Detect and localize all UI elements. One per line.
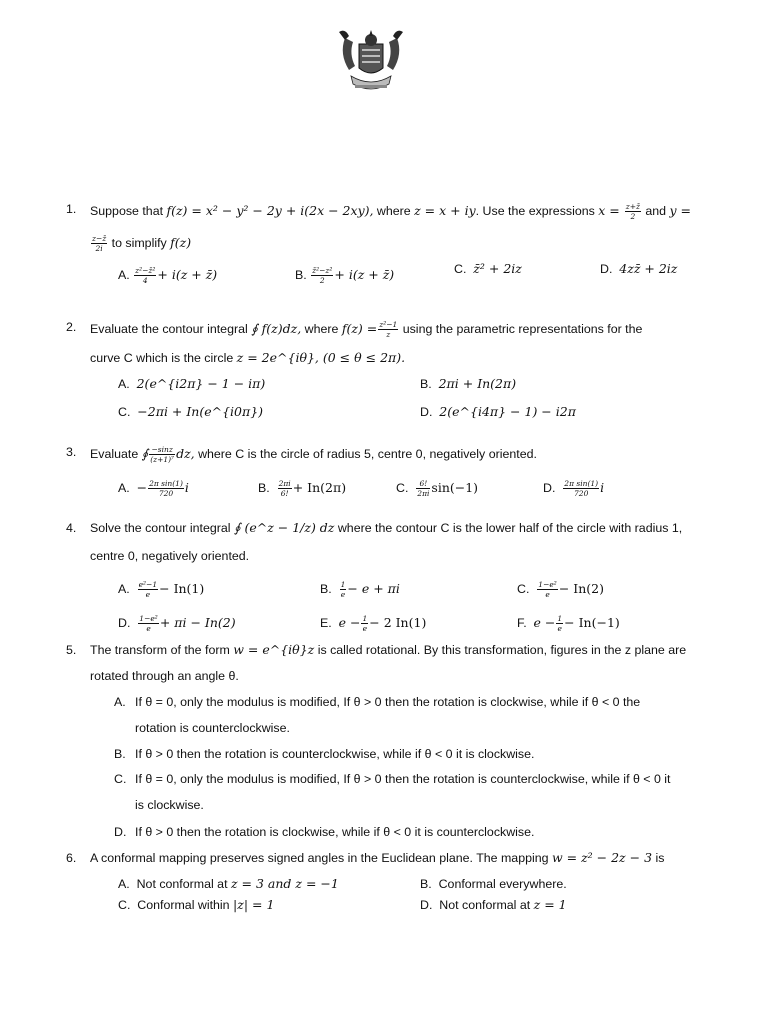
question-4-option-d[interactable]: D. $\frac{\text{1−e²}}{e}$ + πi − In(2) xyxy=(118,614,236,633)
question-2-option-a[interactable]: A. 2(e^{i2π} − 1 − iπ) xyxy=(118,376,266,391)
question-6-option-c[interactable]: C. Conformal within |z| = 1 xyxy=(118,897,275,912)
option-label[interactable]: D. xyxy=(114,825,127,839)
question-4-option-e[interactable]: E. e − $\frac{1}{e}$ − 2 In(1) xyxy=(320,614,427,633)
question-6-option-b[interactable]: B. Conformal everywhere. xyxy=(420,877,567,891)
question-3-option-c[interactable]: C. $\frac{6!}{2\pi i}$ sin(−1) xyxy=(396,479,479,498)
question-number: 5. xyxy=(66,643,77,657)
question-1-option-a[interactable]: A. $\frac{\text{z²−z̄²}}{4}$ + i(z + z̄) xyxy=(118,266,218,285)
option-label[interactable]: A. xyxy=(114,695,126,709)
question-5-option-a-cont[interactable]: rotation is counterclockwise. xyxy=(135,721,290,735)
option-label[interactable]: C. xyxy=(114,772,127,786)
question-1-line-1: Suppose that f(z) = x² − y² − 2y + i(2x − 2xy), where z = x + iy. Use the expressions x = $\frac{z+z̄}{2}$ and y = xyxy=(90,202,692,221)
question-4-option-f[interactable]: F. e − $\frac{1}{e}$ − In(−1) xyxy=(517,614,620,633)
question-number: 4. xyxy=(66,521,77,535)
question-3-line-1: Evaluate ∮ $\frac{-\sin z}{\text{(z+1)⁷}}$ dz, where C is the circle of radius 5, centre 0, negatively oriented. xyxy=(90,445,537,464)
question-6-option-d[interactable]: D. Not conformal at z = 1 xyxy=(420,897,567,912)
question-3-option-b[interactable]: B. $\frac{2\pi i}{6!}$ + In(2π) xyxy=(258,479,347,498)
question-3-option-a[interactable]: A. − $\frac{\text{2π sin(1)}}{720}$ i xyxy=(118,479,189,498)
question-number: 2. xyxy=(66,320,77,334)
question-4-option-b[interactable]: B. $\frac{1}{e}$ − e + πi xyxy=(320,580,400,599)
question-2-line-2: curve C which is the circle z = 2e^{iθ}, (0 ≤ θ ≤ 2π). xyxy=(90,350,406,365)
question-5-option-a[interactable]: If θ = 0, only the modulus is modified, If θ > 0 then the rotation is clockwise, while if θ < 0 the xyxy=(135,695,641,709)
question-5-option-c-cont[interactable]: is clockwise. xyxy=(135,798,204,812)
question-5-option-b[interactable]: If θ > 0 then the rotation is counterclockwise, while if θ < 0 it is clockwise. xyxy=(135,747,535,761)
question-4-line-1: Solve the contour integral ∮ (e^z − 1/z) dz where the contour C is the lower half of the circle with radius 1, xyxy=(90,520,683,535)
question-number: 6. xyxy=(66,851,77,865)
question-5-option-d[interactable]: If θ > 0 then the rotation is clockwise, while if θ < 0 it is counterclockwise. xyxy=(135,825,535,839)
question-4-line-2: centre 0, negatively oriented. xyxy=(90,549,250,563)
question-6-line-1: A conformal mapping preserves signed angles in the Euclidean plane. The mapping w = z² − 2z − 3 is xyxy=(90,850,665,865)
question-5-option-c[interactable]: If θ = 0, only the modulus is modified, If θ > 0 then the rotation is counterclockwise, while if θ < 0 it xyxy=(135,772,671,786)
question-6-option-a[interactable]: A. Not conformal at z = 3 and z = −1 xyxy=(118,876,339,891)
question-4-option-c[interactable]: C. $\frac{\text{1−e²}}{e}$ − In(2) xyxy=(517,580,604,599)
university-crest-logo xyxy=(331,24,411,96)
question-1-line-2: $\frac{z-z̄}{2i}$ to simplify f(z) xyxy=(92,234,192,253)
question-5-line-1: The transform of the form w = e^{iθ}z is called rotational. By this transformation, figures in the z plane are xyxy=(90,642,687,657)
question-1-option-c[interactable]: C. z̄² + 2iz xyxy=(454,261,522,276)
question-2-option-c[interactable]: C. −2πi + In(e^{i0π}) xyxy=(118,404,264,419)
question-1-option-d[interactable]: D. 4zz̄ + 2iz xyxy=(600,261,678,276)
question-number: 3. xyxy=(66,445,77,459)
question-2-option-d[interactable]: D. 2(e^{i4π} − 1) − i2π xyxy=(420,404,576,419)
question-2-option-b[interactable]: B. 2πi + In(2π) xyxy=(420,376,517,391)
question-2-line-1: Evaluate the contour integral ∮ f(z)dz, where f(z) = $\frac{\text{z²−1}}{z}$ using the parametric representations for the xyxy=(90,320,643,339)
option-label[interactable]: B. xyxy=(114,747,126,761)
question-5-line-2: rotated through an angle θ. xyxy=(90,669,239,683)
question-1-option-b[interactable]: B. $\frac{\text{z̄²−z²}}{2}$ + i(z + z̄) xyxy=(295,266,395,285)
question-4-option-a[interactable]: A. $\frac{\text{e²−1}}{e}$ − In(1) xyxy=(118,580,205,599)
question-number: 1. xyxy=(66,202,77,216)
question-3-option-d[interactable]: D. $\frac{\text{2π sin(1)}}{720}$ i xyxy=(543,479,605,498)
